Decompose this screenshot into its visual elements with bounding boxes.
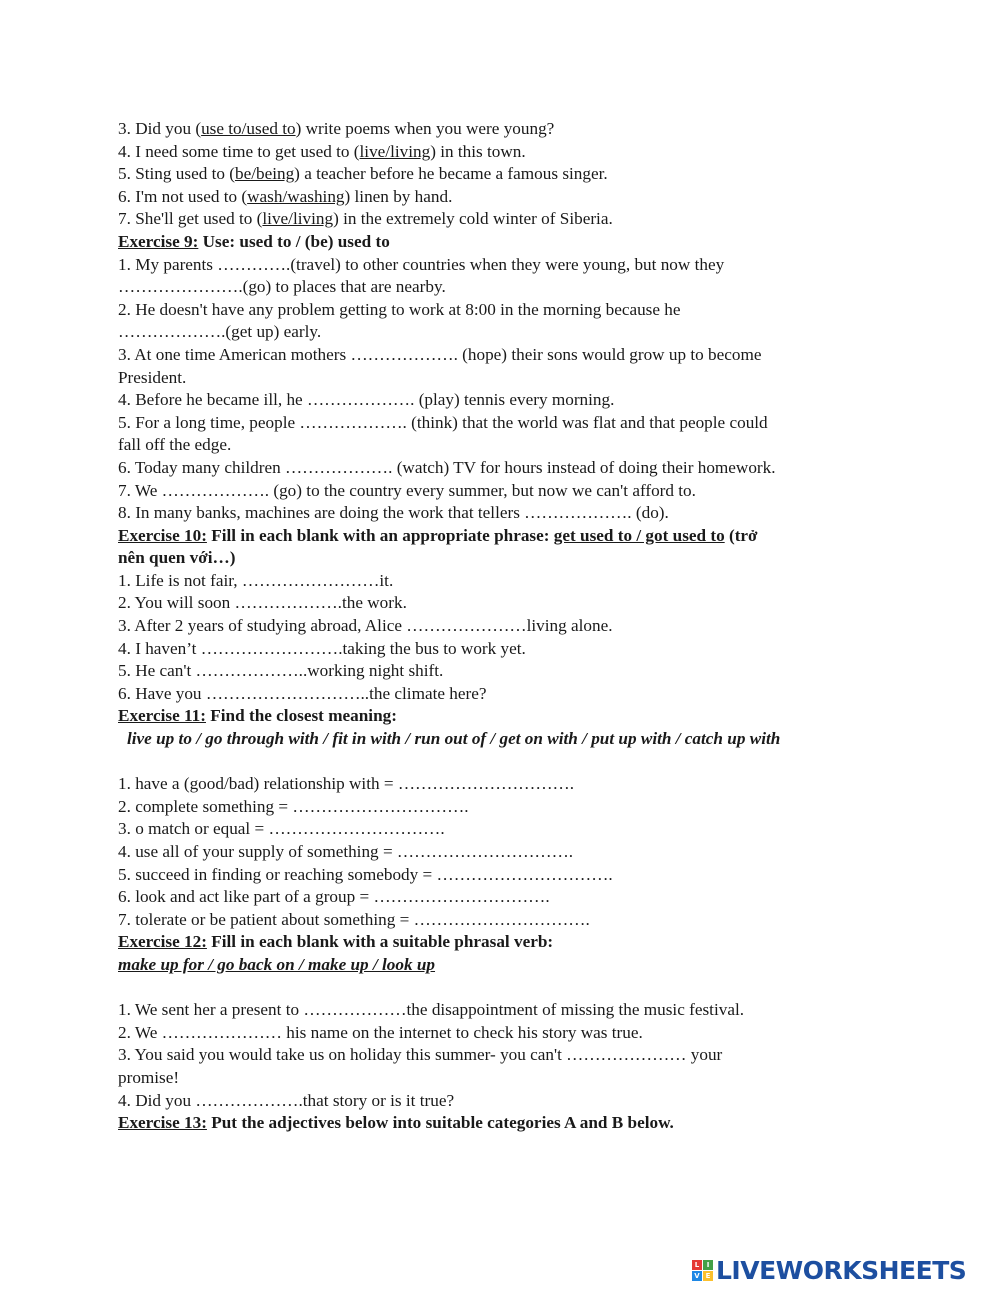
ex12-item: 4. Did you ……………….that story or is it true? bbox=[118, 1090, 455, 1110]
ex9-line: 5. For a long time, people ………………. (think) that the world was flat and that people could bbox=[118, 412, 768, 432]
exercise-9-heading: Exercise 9: Use: used to / (be) used to bbox=[118, 231, 390, 251]
ex10-item: 3. After 2 years of studying abroad, Alice …………………living alone. bbox=[118, 616, 613, 636]
exercise-11-heading: Exercise 11: Find the closest meaning: bbox=[118, 706, 397, 726]
ex9-line: ………………….(go) to places that are nearby. bbox=[118, 277, 446, 297]
logo-mark-letter: L bbox=[692, 1260, 702, 1270]
ex10-item: 1. Life is not fair, ……………………it. bbox=[118, 570, 394, 590]
exercise-13 bbox=[118, 1112, 888, 1135]
ex9-line: 3. At one time American mothers ………………. (hope) their sons would grow up to become bbox=[118, 344, 762, 364]
ex9-line: ……………….(get up) early. bbox=[118, 322, 322, 342]
ex10-item: 6. Have you ………………………..the climate here? bbox=[118, 683, 487, 703]
ex8-item-4: 4. I need some time to get used to (live/living) in this town. bbox=[118, 141, 526, 161]
exercise-9 bbox=[118, 231, 888, 525]
exercise-10-heading: Exercise 10: Fill in each blank with an appropriate phrase: get used to / got used to (trở bbox=[118, 525, 758, 545]
choice-underlined: wash/washing bbox=[247, 186, 345, 206]
ex8-item-6: 6. I'm not used to (wash/washing) linen by hand. bbox=[118, 186, 453, 206]
logo-text: LIVEWORKSHEETS bbox=[716, 1255, 967, 1285]
ex11-item: 2. complete something = …………………………. bbox=[118, 796, 469, 816]
exercise-10-label: Exercise 10: bbox=[118, 525, 207, 545]
ex11-item: 3. o match or equal = …………………………. bbox=[118, 819, 445, 839]
logo-mark-letter: I bbox=[703, 1260, 713, 1270]
choice-underlined: use to/used to bbox=[201, 119, 296, 138]
ex11-item: 4. use all of your supply of something = …………………………. bbox=[118, 842, 574, 861]
ex9-line: 7. We ………………. (go) to the country every summer, but now we can't afford to. bbox=[118, 480, 696, 500]
ex9-line: 2. He doesn't have any problem getting to work at 8:00 in the morning because he bbox=[118, 299, 681, 319]
ex11-item: 7. tolerate or be patient about something = …………………………. bbox=[118, 909, 590, 929]
ex8-item-3: 3. Did you (use to/used to) write poems when you were young? bbox=[118, 119, 555, 138]
exercise-13-label: Exercise 13: bbox=[118, 1113, 207, 1133]
ex10-item: 5. He can't ………………..working night shift. bbox=[118, 661, 444, 681]
exercise-10-phrase: get used to / got used to bbox=[553, 525, 725, 545]
exercise-10 bbox=[118, 525, 888, 706]
liveworksheets-logo bbox=[692, 1255, 966, 1285]
exercise-11-label: Exercise 11: bbox=[118, 706, 206, 726]
worksheet-page bbox=[118, 118, 888, 1135]
logo-mark-letter: E bbox=[703, 1271, 713, 1281]
choice-underlined: live/living bbox=[359, 141, 431, 161]
exercise-12 bbox=[118, 931, 888, 1112]
ex9-line: 1. My parents ………….(travel) to other countries when they were young, but now they bbox=[118, 254, 725, 274]
ex11-item: 5. succeed in finding or reaching somebody = …………………………. bbox=[118, 864, 613, 884]
logo-mark-icon bbox=[692, 1260, 713, 1281]
ex9-line: 8. In many banks, machines are doing the work that tellers ………………. (do). bbox=[118, 503, 669, 523]
ex8-item-7: 7. She'll get used to (live/living) in the extremely cold winter of Siberia. bbox=[118, 209, 613, 229]
ex9-line: 6. Today many children ………………. (watch) TV for hours instead of doing their homework. bbox=[118, 457, 776, 477]
ex9-line: President. bbox=[118, 367, 187, 387]
ex8-item-5: 5. Sting used to (be/being) a teacher before he became a famous singer. bbox=[118, 164, 608, 184]
ex9-line: fall off the edge. bbox=[118, 435, 232, 455]
ex11-item: 6. look and act like part of a group = …………………………. bbox=[118, 887, 550, 907]
ex10-item: 2. You will soon ……………….the work. bbox=[118, 593, 407, 613]
choice-underlined: be/being bbox=[234, 164, 295, 184]
exercise-13-heading: Exercise 13: Put the adjectives below into suitable categories A and B below. bbox=[118, 1113, 674, 1133]
exercise-11-options: live up to / go through with / fit in with / run out of / get on with / put up with / catch up with bbox=[127, 729, 781, 749]
exercise-9-label: Exercise 9: bbox=[118, 231, 199, 251]
ex12-item: 3. You said you would take us on holiday this summer- you can't ………………… your bbox=[118, 1045, 723, 1065]
exercise-12-label: Exercise 12: bbox=[118, 932, 207, 952]
exercise-12-options: make up for / go back on / make up / look up bbox=[118, 954, 436, 974]
exercise-8-tail bbox=[118, 118, 888, 231]
ex10-item: 4. I haven’t …………………….taking the bus to work yet. bbox=[118, 638, 526, 658]
ex11-item: 1. have a (good/bad) relationship with = …………………………. bbox=[118, 774, 575, 794]
exercise-12-heading: Exercise 12: Fill in each blank with a suitable phrasal verb: bbox=[118, 932, 554, 952]
ex12-item: 2. We ………………… his name on the internet to check his story was true. bbox=[118, 1022, 643, 1042]
choice-underlined: live/living bbox=[262, 209, 334, 229]
ex12-item: 1. We sent her a present to ………………the disappointment of missing the music festival. bbox=[118, 1000, 745, 1020]
logo-mark-letter: V bbox=[692, 1271, 702, 1281]
exercise-11 bbox=[118, 705, 888, 931]
ex12-item: promise! bbox=[118, 1067, 180, 1087]
ex9-line: 4. Before he became ill, he ………………. (play) tennis every morning. bbox=[118, 390, 615, 410]
exercise-10-heading-cont: nên quen với…) bbox=[118, 548, 236, 568]
